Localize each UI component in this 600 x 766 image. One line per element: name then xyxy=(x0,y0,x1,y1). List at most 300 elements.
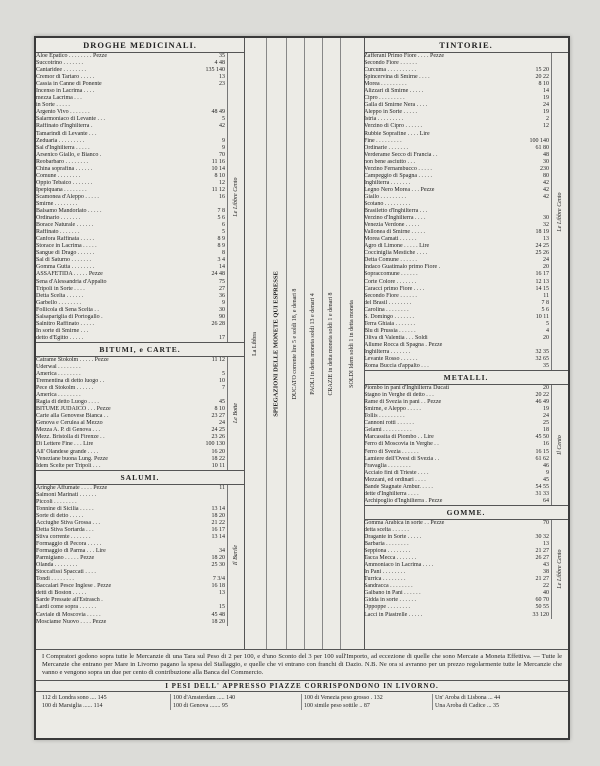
salumi-item-name: Acciughe Stiva Grossa . . . xyxy=(36,519,100,526)
tintorie-item-price: 42 xyxy=(543,186,549,193)
metalli-item-name: Stagno in Verghe di detto . . . xyxy=(364,392,434,399)
pesi-entry: 100 simile peso sottile .. 87 xyxy=(302,702,433,710)
droghe-item-price: 26 28 xyxy=(211,320,225,327)
metalli-title: METALLI. xyxy=(364,370,568,385)
salumi-item-price: 13 14 xyxy=(211,534,225,540)
droghe-item-price: 6 xyxy=(222,222,225,229)
bitumi-item-price: 18 22 xyxy=(211,455,225,462)
metalli-unit: Il Cento xyxy=(551,385,568,505)
footer xyxy=(36,649,568,738)
droghe-item-name: Salnitro Raffinato . . . . . xyxy=(36,320,95,327)
metalli-item-price: 45 50 xyxy=(535,434,549,441)
droghe-item-price: 16 xyxy=(219,193,225,200)
droghe-item-price: 135 140 xyxy=(205,67,225,74)
salumi-item-price: 13 xyxy=(219,590,225,597)
tintorie-item-name: S. Domingo . . . . . . . xyxy=(364,313,415,320)
metalli-item-price: 18 xyxy=(543,427,549,434)
droghe-item-price: 5 xyxy=(222,116,225,123)
metalli-item-price: 46 xyxy=(543,462,549,469)
left-column xyxy=(36,38,245,650)
droghe-item-name: Oppio Tebaico . . . . . . . xyxy=(36,179,93,186)
gomme-item-price: 43 xyxy=(543,562,549,569)
gomme-item-name: Gidda in sorte . . . . . . xyxy=(364,597,416,604)
pesi-entry: 100 di Venezia peso grosso . 132 xyxy=(302,694,433,702)
tintorie-item-name: Campeggio di Spagna . . . . . xyxy=(364,172,432,179)
footer-note: I Compratori godono sopra tutte le Mercanzie di una Tara sul Peso di 2 per 100, e d'uno Sconto del 3 per 100 sull'Importo, ad eccezione di quelle che sono Mercate a Moneta Effettiva. — Tutte le Mercanzie che entrano per Mare in Livorno pagano la spesa del Stallaggio, e quelle che vi entrano con franchi di Dazio. N.B. Ne ora si avranno per un prezzo regolarmente tutte le Mercanzie che vanno e vengono sopra un due per cento di contribuzione alla Banca del Commercio. xyxy=(42,653,562,676)
tintorie-item-name: Verzino di Cipro . . . . . . xyxy=(364,123,422,130)
band-1 xyxy=(244,38,267,650)
droghe-item-name: Detta Scelta . . . . . . xyxy=(36,292,84,299)
metalli-item-price: 54 55 xyxy=(535,483,549,490)
droghe-item-name: Sena d'Alessandria d'Appalto xyxy=(36,278,107,285)
droghe-item-price xyxy=(195,328,225,335)
droghe-item-name: Arsenico Giallo, e Bianco . xyxy=(36,151,102,158)
salumi-item-price: 18 20 xyxy=(211,555,225,562)
tintorie-item-price: 24 xyxy=(543,257,549,264)
bitumi-item-price: 8 10 xyxy=(214,406,225,413)
band-5 xyxy=(322,38,341,650)
droghe-item-price: 14 xyxy=(219,264,225,271)
tintorie-item-name: Indaco Guatimalo primo Fiore . xyxy=(364,264,441,271)
bitumi-item-name: Mezz. Bristolla di Firenze . . xyxy=(36,434,105,441)
tintorie-item-price: 2 xyxy=(546,116,549,123)
tintorie-item-price xyxy=(519,208,549,215)
droghe-item-name: Borace Naturale . . . . . . xyxy=(36,222,94,229)
gomme-item-price: 21 27 xyxy=(535,576,549,583)
bitumi-item-name: Idem Scelte per Tripoli . . . xyxy=(36,462,101,469)
metalli-item-name: Rame di Svezia in pani . . Pezze xyxy=(364,399,442,406)
tintorie-item-name: non bene asciutto . . . xyxy=(364,158,415,165)
gomme-item-price: 22 xyxy=(543,583,549,590)
salumi-item-name: Formaggio di Pecora . . . . . xyxy=(36,541,102,548)
droghe-item-name: China soprafina . . . . . . xyxy=(36,165,93,172)
bitumi-item-name: Trementina di detto luogo . . xyxy=(36,378,105,385)
tintorie-item-name: Zafferani Primo Fiore . . . . Pezze xyxy=(364,53,445,59)
droghe-item-price: 17 xyxy=(219,334,225,341)
droghe-item-price xyxy=(195,102,225,109)
salumi-item-name: Olanda . . . . . . . . xyxy=(36,562,78,569)
droghe-title: DROGHE MEDICINALI. xyxy=(36,38,244,53)
metalli-item-name: Bande Stagnate Ambur. . . . . xyxy=(364,483,433,490)
band-6 xyxy=(340,38,364,650)
droghe-item-name: In sorte di Smirne . . . xyxy=(36,327,89,334)
droghe-item-price xyxy=(195,201,225,208)
metalli-item-name: Piombo in pani d'Inghilterra Ducati xyxy=(364,385,450,392)
droghe-item-name: ASSAFETIDA . . . . . Pezze xyxy=(36,271,103,278)
bitumi-item-name: America . . . . . . . . xyxy=(36,371,81,378)
droghe-item-name: Sangue di Drago . . . . . . xyxy=(36,250,95,257)
droghe-item-price: 27 xyxy=(219,285,225,292)
tintorie-item-name: Carolina . . . . . . . . xyxy=(364,306,409,313)
gomme-item-name: Lacci in Piastrelle . . . . . xyxy=(364,611,423,618)
pesi-entry: Un' Aroba di Lisbona ... 44 xyxy=(435,695,501,701)
droghe-item-name: Ordinario . . . . . . . xyxy=(36,215,81,222)
tintorie-item-name: Vallonea di Smirne . . . . . xyxy=(364,229,425,236)
salumi-item-price: 11 xyxy=(219,484,225,491)
metalli-item-price: 64 xyxy=(543,497,549,504)
tintorie-item-name: Fine . . . . . . . . . xyxy=(364,137,402,144)
gomme-title: GOMME. xyxy=(364,505,568,520)
tintorie-item-name: Verzino Fernambucco . . . . . xyxy=(364,165,432,172)
tintorie-item-name: Cocciniglia Mestiche . . . . xyxy=(364,250,428,257)
pesi-entry: 100 d'Amsterdam ..... 140 xyxy=(171,694,302,702)
metalli-item-name: Marcassita di Piombo . . Lire xyxy=(364,434,434,441)
metalli-item-price: 20 22 xyxy=(535,392,549,399)
bitumi-item-name: America . . . . . . . . xyxy=(36,392,81,399)
gomme-item-price: 26 27 xyxy=(535,555,549,562)
tintorie-item-name: Corte Colore . . . . . . . xyxy=(364,278,417,285)
bitumi-item-name: Carte alla Genovese Bianca . . xyxy=(36,413,109,420)
gomme-item-name: Turrica . . . . . . . . xyxy=(364,576,406,583)
salumi-item-name: Parmigiano . . . . . Pezze xyxy=(36,555,95,562)
tintorie-item-name: Inghilterra . . . . . . . xyxy=(364,179,411,186)
droghe-item-price: 75 xyxy=(219,278,225,285)
gomme-item-price: 40 xyxy=(543,590,549,597)
salumi-item-price: 45 48 xyxy=(211,611,225,618)
metalli-item-price: 25 xyxy=(543,420,549,427)
gomme-item-price: 13 xyxy=(543,541,549,548)
bitumi-item-price: 23 27 xyxy=(211,413,225,420)
bitumi-item-name: Pece di Stokolm . . . . . . xyxy=(36,385,94,392)
bitumi-item-price xyxy=(195,392,225,399)
droghe-item-name: Ipepiquana . . . . . . . . xyxy=(36,186,87,193)
bitumi-item-name: Mezza A. P. di Genova . . . xyxy=(36,427,100,434)
droghe-item-name: Scamonea d'Aleppo . . . . . xyxy=(36,193,99,200)
salumi-item-name: Formaggio di Parma . . . Lire xyxy=(36,548,106,555)
droghe-item-name: Raffinato . . . . . . . xyxy=(36,229,80,236)
tintorie-item-name: Istria . . . . . . . . . xyxy=(364,116,404,123)
pesi-title: I PESI DELL' APPRESSO PIAZZE CORRISPONDONO IN LIVORNO. xyxy=(36,680,568,692)
metalli-item-name: Mezzani, ed ordinari . . . . xyxy=(364,476,426,483)
tintorie-item-price: 42 xyxy=(543,179,549,186)
tintorie-item-name: Secondo Fiore . . . . . . xyxy=(364,60,417,67)
middle-title: SPIEGAZIONI DELLE MONETE QUI ESPRESSE xyxy=(272,271,280,417)
salumi-item-price: 25 30 xyxy=(211,562,225,569)
tintorie-item-price: 7 8 xyxy=(541,299,549,306)
gomme-item-name: Galbano in Pani . . . . . . xyxy=(364,590,421,597)
droghe-item-price: 11 12 xyxy=(211,186,225,193)
droghe-item-price: 35 xyxy=(219,53,225,59)
gomme-item-name: Seppiona . . . . . . . . xyxy=(364,548,411,555)
metalli-item-name: Smirne, e Aleppo . . . . . xyxy=(364,406,421,413)
tintorie-title: TINTORIE. xyxy=(364,38,568,53)
droghe-item-name: Comune . . . . . . . . xyxy=(36,172,81,179)
droghe-item-price: 8 xyxy=(222,250,225,257)
droghe-item-name: Aloe Epatico . . . . . . . . Pezze xyxy=(36,53,107,59)
metalli-item-price: 45 xyxy=(543,476,549,483)
droghe-item-price xyxy=(195,131,225,138)
gomme-item-name: Dragante in Sorte . . . . . xyxy=(364,534,422,540)
salumi-item-name: Salmoni Marinati . . . . . . xyxy=(36,491,97,498)
tintorie-item-price: 19 xyxy=(543,95,549,102)
bitumi-item-name: Di Lettere Fine . . . Lire xyxy=(36,441,94,448)
droghe-item-name: Zeduaria . . . . . . . . . xyxy=(36,137,85,144)
tintorie-item-price: 32 35 xyxy=(535,348,549,355)
droghe-item-name: Sal d'Inghilterra . . . . . xyxy=(36,144,90,151)
tintorie-item-price xyxy=(519,60,549,67)
droghe-item-price: 36 xyxy=(219,292,225,299)
droghe-item-name: Balsamo Mandorlato . . . . . xyxy=(36,208,102,215)
droghe-item-price: 30 xyxy=(219,306,225,313)
salumi-item-price: 13 14 xyxy=(211,505,225,512)
gomme-item-price: 70 xyxy=(543,519,549,526)
gomme-item-price xyxy=(519,527,549,534)
tintorie-item-name: del Brasil . . . . . . . . xyxy=(364,299,412,306)
metalli-item-name: Cannoni rotti . . . . . . xyxy=(364,420,414,427)
salumi-item-name: Baccalari Pesce Inglese . Pezze xyxy=(36,583,112,590)
droghe-item-price xyxy=(195,88,225,95)
droghe-item-name: Argento Vivo . . . . . . . xyxy=(36,109,90,116)
gomme-item-name: Tacca Mecca . . . . . . . xyxy=(364,555,417,562)
bitumi-item-price: 16 20 xyxy=(211,448,225,455)
droghe-item-name: Salsapariglia di Portogallo . xyxy=(36,313,103,320)
droghe-item-name: Tripoli in Sorte . . . . xyxy=(36,285,85,292)
droghe-item-price: 7 8 xyxy=(217,208,225,215)
salumi-item-price xyxy=(195,597,225,604)
tintorie-item-price: 11 xyxy=(543,292,549,299)
droghe-item-price: 70 xyxy=(219,151,225,158)
tintorie-item-price: 12 13 xyxy=(535,278,549,285)
bitumi-title: BITUMI, e CARTE. xyxy=(36,342,244,357)
bitumi-item-name: All' Olandese grande . . . . xyxy=(36,448,99,455)
salumi-item-name: Lardi come sopra . . . . . . xyxy=(36,604,96,611)
tintorie-item-name: Sopraccomune . . . . . . xyxy=(364,271,418,278)
metalli-item-name: Gelami . . . . . . . . . . xyxy=(364,427,412,434)
salumi-item-price: 18 20 xyxy=(211,512,225,519)
tintorie-item-name: Curcuma . . . . . . . . . . xyxy=(364,67,416,74)
tintorie-item-name: Rubbie Soprafine . . . . Lire xyxy=(364,130,430,137)
droghe-item-name: Cremor di Tartaro . . . . . xyxy=(36,74,95,81)
tintorie-item-price xyxy=(519,131,549,138)
droghe-item-name: in Sorte . . . . . xyxy=(36,102,70,109)
droghe-item-price: 12 xyxy=(219,179,225,186)
salumi-item-name: Sarde Pressate all'Estrasch . xyxy=(36,597,103,604)
right-column xyxy=(364,38,568,650)
droghe-item-price: 3 4 xyxy=(217,257,225,264)
tintorie-item-name: Scotano . . . . . . . . . xyxy=(364,200,411,207)
tintorie-item-name: Morea Camati . . . . . . xyxy=(364,236,417,243)
gomme-item-name: Barbaria . . . . . . . . xyxy=(364,541,409,548)
bitumi-item-price: 23 26 xyxy=(211,434,225,441)
metalli-table xyxy=(364,385,568,505)
pesi-grid xyxy=(36,692,568,712)
tintorie-item-name: Ordinarie . . . . . . . xyxy=(364,144,408,151)
salumi-item-price: 16 18 xyxy=(211,583,225,590)
salumi-item-name: Stiva corrente . . . . . . . xyxy=(36,534,91,540)
tintorie-item-price: 48 xyxy=(543,151,549,158)
bitumi-unit: Le Botte xyxy=(227,357,244,470)
tintorie-item-price: 12 xyxy=(543,123,549,130)
tintorie-item-name: Verzino d'Inghilterra . . . . xyxy=(364,215,426,222)
droghe-item-name: Smirne . . . . . . . . xyxy=(36,200,78,207)
middle-column xyxy=(244,38,365,650)
droghe-item-price: 42 xyxy=(219,123,225,130)
tintorie-item-name: Brasiletto d'Inghilterra . . . xyxy=(364,208,428,215)
tintorie-item-price: 16 17 xyxy=(535,271,549,278)
bitumi-item-name: Catrame Stokolm . . . . . Pezze xyxy=(36,356,109,363)
tintorie-unit: Le Libbre Cento xyxy=(551,53,568,370)
droghe-item-name: Salarmoniaco di Levante . . . xyxy=(36,116,105,123)
salumi-item-price: 21 22 xyxy=(211,519,225,526)
salumi-item-name: Aringhe Affumate . . . . Pezze xyxy=(36,484,108,491)
droghe-item-price: 8 10 xyxy=(214,172,225,179)
droghe-item-price: 13 xyxy=(219,74,225,81)
band-3 xyxy=(286,38,305,650)
salumi-unit: Il Barile xyxy=(227,485,244,626)
salumi-item-price: 18 20 xyxy=(211,618,225,625)
tintorie-item-price: 20 22 xyxy=(535,74,549,81)
bitumi-item-price: 11 12 xyxy=(211,356,225,363)
tintorie-item-name: Blu di Prussia . . . . . . xyxy=(364,327,416,334)
gomme-item-name: In Pani . . . . . . . . xyxy=(364,569,406,576)
droghe-item-price: 48 49 xyxy=(211,109,225,116)
bitumi-item-name: Uderwal . . . . . . . . xyxy=(36,363,81,370)
salumi-item-price xyxy=(195,541,225,548)
gomme-item-name: Oppoppe . . . . . . . . xyxy=(364,604,410,611)
bitumi-item-name: Ragia di detto Luogo . . . . xyxy=(36,399,99,406)
tintorie-item-name: Agro di Limone . . . . . Lire xyxy=(364,243,430,250)
gomme-item-price: 33 120 xyxy=(532,611,549,618)
tintorie-item-name: Morea . . . . . . . . . xyxy=(364,81,407,88)
salumi-item-price: 34 xyxy=(219,548,225,555)
metalli-item-name: Fravaglia . . . . . . . . xyxy=(364,462,411,469)
droghe-item-price: 24 48 xyxy=(211,271,225,278)
tintorie-item-name: Levante Rosso . . . . . . xyxy=(364,356,418,363)
tintorie-item-name: Terra Ghiaia . . . . . . . xyxy=(364,320,416,327)
pesi-entry: 100 di Genova ....... 95 xyxy=(171,702,302,710)
gomme-item-price: 50 55 xyxy=(535,604,549,611)
tintorie-item-price: 80 xyxy=(543,172,549,179)
droghe-item-price: 9 xyxy=(222,144,225,151)
tintorie-item-price: 20 xyxy=(543,264,549,271)
metalli-item-price: 46 49 xyxy=(535,399,549,406)
salumi-item-price: 7 3/4 xyxy=(212,576,225,583)
droghe-item-name: Cassia in Canne di Ponente xyxy=(36,81,102,88)
tintorie-item-price: 230 xyxy=(540,165,549,172)
gomme-item-price: 21 27 xyxy=(535,548,549,555)
bitumi-item-price: 24 25 xyxy=(211,427,225,434)
metalli-item-price: 61 62 xyxy=(535,455,549,462)
salumi-item-price xyxy=(195,569,225,576)
droghe-unit: Le Libbre Cento xyxy=(227,53,244,342)
tintorie-item-price: 20 xyxy=(543,334,549,341)
metalli-item-price: 24 xyxy=(543,413,549,420)
gomme-item-name: Gomma Arabica in sorte . . Pezze xyxy=(364,519,445,526)
middle-text-1: DUCATO corrente lire 5 e soldi 18, e denari 8 xyxy=(292,288,298,400)
tintorie-item-price: 30 xyxy=(543,158,549,165)
droghe-item-price: 9 xyxy=(222,299,225,306)
tintorie-item-price xyxy=(519,53,549,60)
tintorie-item-price xyxy=(519,342,549,349)
droghe-item-name: Sal di Saturno . . . . . . . xyxy=(36,257,91,264)
tintorie-item-price: 18 19 xyxy=(535,229,549,236)
salumi-item-name: Detta Stiva Sortarda . . . xyxy=(36,526,94,533)
droghe-item-price: 23 xyxy=(219,81,225,88)
tintorie-item-name: Oliva di Valentia . . . Soldi xyxy=(364,334,428,341)
tintorie-table xyxy=(364,53,568,370)
tintorie-item-name: Galla di Smirne Nera . . . . xyxy=(364,102,428,109)
tintorie-item-price: 5 6 xyxy=(541,306,549,313)
bitumi-item-price: 5 xyxy=(222,371,225,378)
droghe-item-name: mezza Lacrima . . . xyxy=(36,95,82,102)
salumi-item-price xyxy=(195,492,225,499)
droghe-item-name: Raffinato d'Inghilterra . xyxy=(36,123,93,130)
salumi-item-name: Stoccafissi Spaccati . . . . xyxy=(36,569,96,576)
tintorie-item-price: 35 xyxy=(543,363,549,370)
bitumi-item-price: 10 11 xyxy=(211,462,225,469)
tintorie-item-name: Aleppo in Sorte . . . . . xyxy=(364,109,417,116)
droghe-item-name: Incenso in Lacrima . . . . xyxy=(36,88,95,95)
tintorie-item-name: Inghilterra . . . . . . . xyxy=(364,348,411,355)
droghe-item-price: 8 9 xyxy=(217,243,225,250)
metalli-item-price: 31 33 xyxy=(535,490,549,497)
bitumi-item-price: 7 xyxy=(222,385,225,392)
tintorie-item-price: 30 xyxy=(543,215,549,222)
gomme-item-name: detta scelta . . . . . . xyxy=(364,526,409,533)
metalli-item-price: 19 xyxy=(543,406,549,413)
droghe-item-price: 5 6 xyxy=(217,215,225,222)
salumi-item-name: Tondi . . . . . . . . xyxy=(36,576,74,583)
droghe-item-price: 9 xyxy=(222,137,225,144)
droghe-item-name: Cantaridee . . . . . . . . xyxy=(36,67,86,74)
tintorie-item-name: Giallo . . . . . . . . . xyxy=(364,193,406,200)
salumi-item-price xyxy=(195,499,225,506)
metalli-item-name: Archipoglio d'Inghilterra . Pezze xyxy=(364,497,443,504)
droghe-item-name: detto d'Egitto . . . . . xyxy=(36,334,84,341)
tintorie-item-price: 15 20 xyxy=(535,67,549,74)
price-sheet xyxy=(34,36,570,740)
bitumi-item-name: BITUME JUDAICO . . . Pezze xyxy=(36,406,111,413)
gomme-item-price: 38 xyxy=(543,569,549,576)
bitumi-item-price: 100 130 xyxy=(205,441,225,448)
tintorie-item-price: 24 xyxy=(543,102,549,109)
middle-text-4: SOLDI Idem soldi 1 in detta moneta xyxy=(349,300,355,388)
gomme-item-price: 60 70 xyxy=(535,597,549,604)
tintorie-item-price: 61 80 xyxy=(535,144,549,151)
metalli-item-name: Lamiere dell'Ovest di Svezia . . xyxy=(364,455,440,462)
tintorie-item-price: 24 25 xyxy=(535,243,549,250)
tintorie-item-price: 10 11 xyxy=(535,313,549,320)
salumi-item-name: Mosciame Nuovo . . . . Pezze xyxy=(36,618,107,625)
bitumi-item-price: 10 xyxy=(219,378,225,385)
tintorie-item-name: Secondo Fiore . . . . . . xyxy=(364,292,417,299)
gomme-table xyxy=(364,520,568,619)
tintorie-item-name: Alizzari di Smirne . . . . . xyxy=(364,88,424,95)
salumi-item-price: 16 17 xyxy=(211,526,225,533)
middle-text-3: CRAZIE in detta moneta soldi 1 e denari 8 xyxy=(328,292,334,396)
tintorie-item-name: Allume Rocca di Spagna . Pezze xyxy=(364,341,443,348)
salumi-item-name: Caviale di Moscovia . . . . . xyxy=(36,611,101,618)
tintorie-item-name: Detta Comune . . . . . . xyxy=(364,257,417,264)
tintorie-item-price: 5 xyxy=(546,320,549,327)
salumi-title: SALUMI. xyxy=(36,470,244,485)
metalli-item-price: 20 xyxy=(543,385,549,392)
metalli-item-price: 16 15 xyxy=(535,448,549,455)
salumi-item-name: Piccoli . . . . . . . . xyxy=(36,498,77,505)
tintorie-item-price xyxy=(519,201,549,208)
middle-text-2: PAOLI in detta moneta soldi 13 e denari 4 xyxy=(310,293,316,395)
tintorie-item-name: Cipro . . . . . . . . . xyxy=(364,95,405,102)
droghe-item-price: 10 14 xyxy=(211,165,225,172)
bitumi-item-name: Veneziane buona Lung. Pezze xyxy=(36,455,108,462)
salumi-item-name: Tonnine di Sicilia . . . . . xyxy=(36,505,94,512)
droghe-item-name: Canfora Raffinata . . . . . xyxy=(36,236,95,243)
droghe-item-name: Storace in Lacrima . . . . . xyxy=(36,243,97,250)
band-2 xyxy=(266,38,287,650)
droghe-item-price: 90 xyxy=(219,313,225,320)
bitumi-table xyxy=(36,357,244,470)
tintorie-item-name: Legno Nero Morea . . . Pezze xyxy=(364,186,435,193)
